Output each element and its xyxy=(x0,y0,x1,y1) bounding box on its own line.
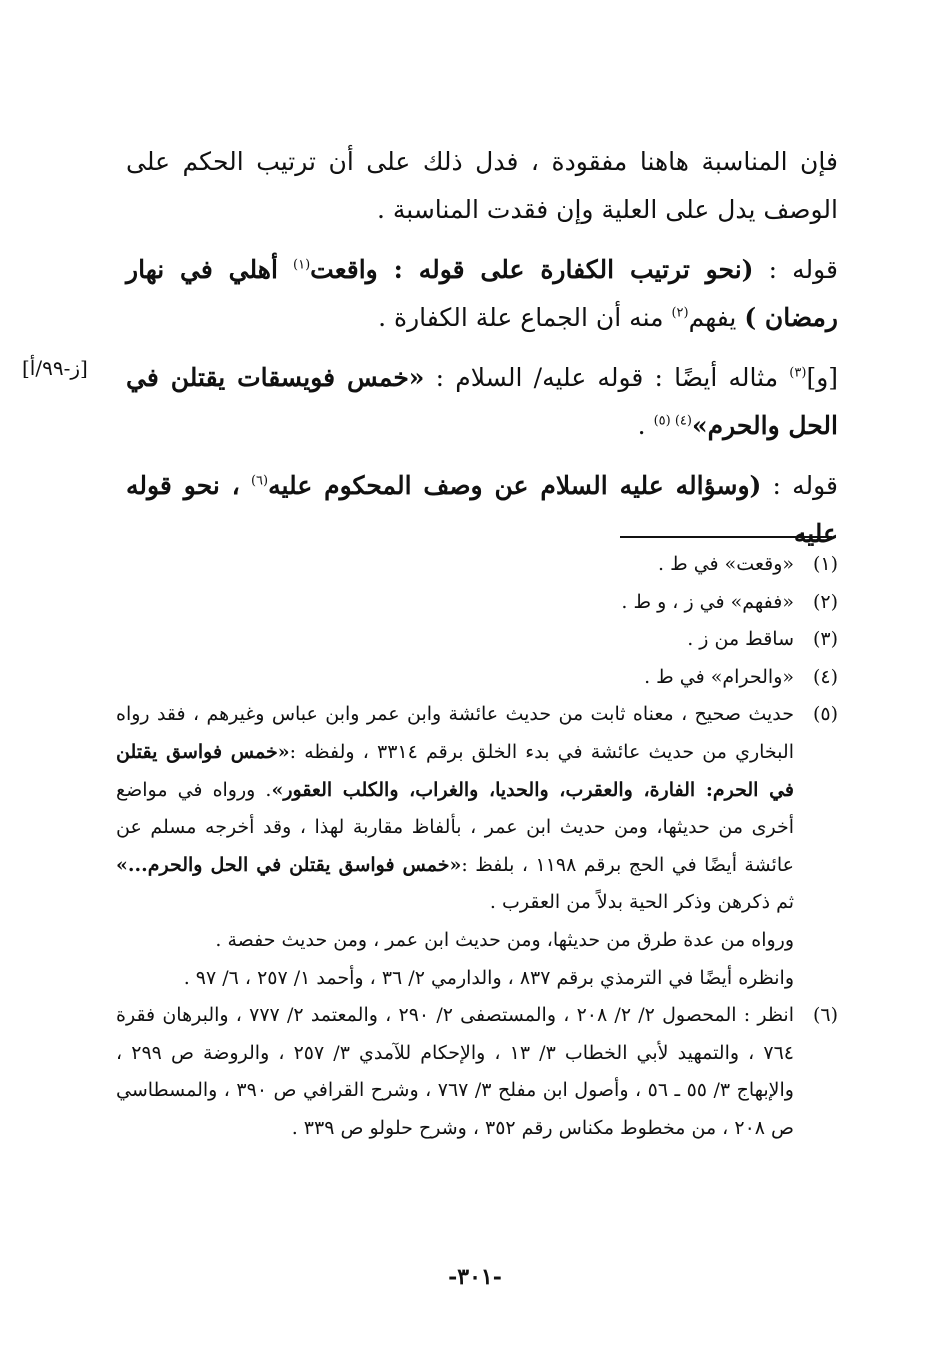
paragraph-2 xyxy=(126,246,838,342)
paragraph-3-lead: [و] xyxy=(806,363,839,392)
paragraph-2-lead: قوله : xyxy=(768,255,839,284)
footnote-1 xyxy=(116,546,838,584)
footnote-2-text: «ففهم» في ز ، و ط . xyxy=(621,590,794,613)
footnote-ref-2: (٢) xyxy=(671,305,689,321)
footnote-2-number: (٢) xyxy=(812,590,838,613)
manuscript-margin-note: [ز-٩٩/أ] xyxy=(22,356,88,380)
footnote-ref-3: (٣) xyxy=(789,365,807,381)
paragraph-3 xyxy=(126,354,838,450)
footnote-ref-4-5: (٤) (٥) xyxy=(653,413,692,429)
footnote-1-number: (١) xyxy=(812,553,838,575)
footnote-4-text: «والحرام» في ط . xyxy=(644,665,794,688)
footnote-5-continuation-1: ورواه من عدة طرق من حديثها، ومن حديث ابن عمر ، ومن حديث حفصة . xyxy=(215,928,794,951)
footnote-6-text: انظر : المحصول ٢/ ٢/ ٢٠٨ ، والمستصفى ٢/ ٢٩٠ ، والمعتمد ٢/ ٧٧٧ ، والبرهان فقرة ٧٦٤ ، والتمهيد لأبي الخطاب ٣/ ١٣ ، والإحكام للآمدي ٣/ ٢٥٧ ، والروضة ص ٢٩٩ ، والإبهاج ٣/ ٥٥ ـ ٥٦ ، وأصول ابن مفلح ٣/ ٧٦٧ ، وشرح القرافي ص ٣٩٠ ، والمسطاسي ص ٢٠٨ ، من مخطوط مكناس رقم ٣٥٢ ، وشرح حلولو ص ٣٣٩ . xyxy=(116,1004,794,1139)
footnote-2 xyxy=(116,584,838,622)
footnote-5-text xyxy=(116,696,794,922)
footnote-3-text: ساقط من ز . xyxy=(687,628,794,651)
paragraph-4-lead: قوله : xyxy=(772,471,838,500)
paragraph-2-quote-b: أهلي في نهار رمضان ) xyxy=(126,255,838,332)
footnote-3 xyxy=(116,621,838,659)
footnote-separator xyxy=(620,536,832,538)
footnote-5-part-1: حديث صحيح ، معناه ثابت من حديث عائشة وابن عمر وابن عباس وغيرهم ، فقد رواه البخاري من حديث عائشة في بدء الخلق برقم ٣٣١٤ ، ولفظه : xyxy=(116,703,794,763)
footnote-4 xyxy=(116,659,838,697)
footnote-5-part-3: ثم ذكرهن وذكر الحية بدلاً من العقرب . xyxy=(489,891,794,914)
footnote-5-continuation-2: وانظره أيضًا في الترمذي برقم ٨٣٧ ، والدارمي ٢/ ٣٦ ، وأحمد ١/ ٢٥٧ ، ٦/ ٩٧ . xyxy=(183,966,794,989)
main-text xyxy=(126,138,838,558)
footnote-5-number: (٥) xyxy=(812,703,838,726)
paragraph-1-text: فإن المناسبة هاهنا مفقودة ، فدل ذلك على أن ترتيب الحكم على الوصف يدل على العلية وإن فقدت المناسبة . xyxy=(126,147,838,224)
footnote-5 xyxy=(116,696,838,922)
footnote-6-number: (٦) xyxy=(812,1004,838,1027)
footnote-3-number: (٣) xyxy=(812,628,838,651)
paragraph-2-quote-a: (نحو ترتيب الكفارة على قوله : واقعت xyxy=(310,255,754,284)
paragraph-3-mid: مثاله أيضًا : قوله عليه/ السلام : xyxy=(435,363,779,392)
footnote-6 xyxy=(116,997,838,1147)
paragraph-3-tail: . xyxy=(637,411,646,440)
footnotes xyxy=(116,546,838,1148)
page-number: -٣٠١- xyxy=(448,1264,502,1290)
footnote-ref-1: (١) xyxy=(293,257,311,273)
paragraph-4 xyxy=(126,462,838,558)
footnote-1-text: «وقعت» في ط . xyxy=(658,553,794,575)
footnote-4-number: (٤) xyxy=(812,665,838,688)
footnote-5-part-2: . ورواه في مواضع أخرى من حديثها، ومن حديث ابن عمر ، بألفاظ مقاربة لهذا ، وقد أخرجه مسلم عن عائشة أيضًا في الحج برقم ١١٩٨ ، بلفظ : xyxy=(116,778,794,876)
paragraph-2-tail: منه أن الجماع علة الكفارة . xyxy=(378,303,664,332)
paragraph-1 xyxy=(126,138,838,234)
footnote-ref-6: (٦) xyxy=(250,473,269,489)
paragraph-4-quote-a: (وسؤاله عليه السلام عن وصف المحكوم عليه xyxy=(268,471,762,500)
paragraph-4-quote-b: ، نحو قوله عليه xyxy=(126,471,838,548)
paragraph-3-hadith: «خمس فويسقات يقتلن في الحل والحرم» xyxy=(126,363,838,440)
paragraph-2-mid: يفهم xyxy=(688,303,737,332)
footnote-5-hadith-bukhari: «خمس فواسق يقتلن في الحرم: الفارة، والعقرب، والحديا، والغراب، والكلب العقور» xyxy=(116,740,795,801)
footnote-5-hadith-muslim: «خمس فواسق يقتلن في الحل والحرم...» xyxy=(116,853,462,876)
